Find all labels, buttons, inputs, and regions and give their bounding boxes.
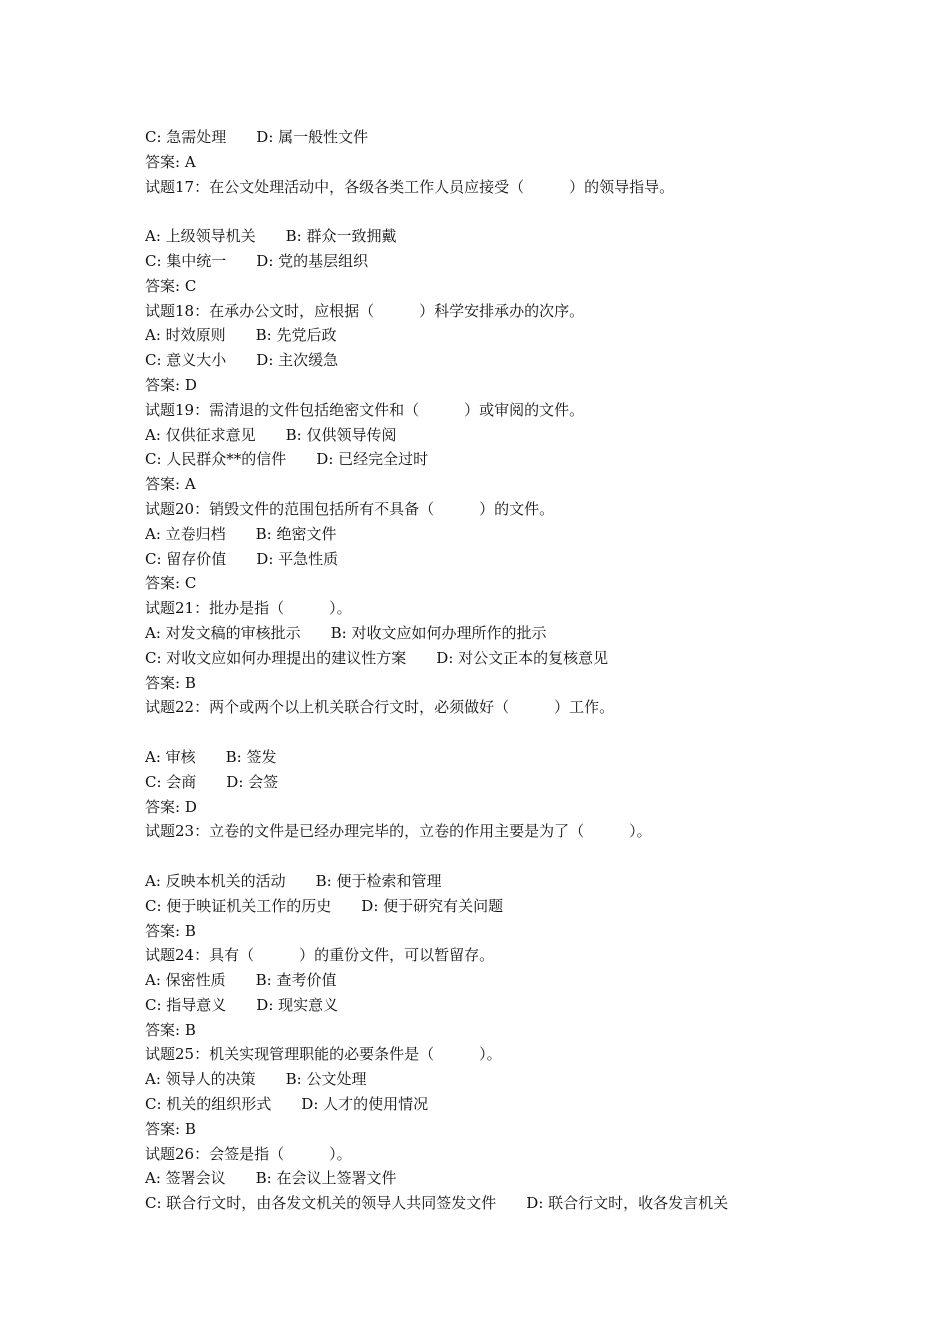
options-line: A: 领导人的决策 B: 公文处理 bbox=[145, 1070, 367, 1089]
options-line: A: 审核 B: 签发 bbox=[145, 747, 277, 766]
answer-line: 答案: A bbox=[145, 152, 196, 171]
options-line: C: 指导意义 D: 现实意义 bbox=[145, 995, 339, 1014]
options-line: C: 联合行文时，由各发文机关的领导人共同签发文件 D: 联合行文时，收各发言机关 bbox=[145, 1194, 729, 1213]
answer-line: 答案: A bbox=[145, 475, 196, 494]
options-line: C: 机关的组织形式 D: 人才的使用情况 bbox=[145, 1095, 429, 1114]
options-line: C: 集中统一 D: 党的基层组织 bbox=[145, 251, 369, 270]
answer-line: 答案: B bbox=[145, 1020, 196, 1039]
answer-line: 答案: B bbox=[145, 1119, 196, 1138]
answer-line: 答案: C bbox=[145, 276, 197, 295]
question-line: 试题23：立卷的文件是已经办理完毕的，立卷的作用主要是为了（ ）。 bbox=[145, 822, 652, 841]
options-line: A: 上级领导机关 B: 群众一致拥戴 bbox=[145, 227, 397, 246]
question-line: 试题24：具有（ ）的重份文件，可以暂留存。 bbox=[145, 946, 495, 965]
question-line: 试题25：机关实现管理职能的必要条件是（ ）。 bbox=[145, 1045, 502, 1064]
options-line: A: 对发文稿的审核批示 B: 对收文应如何办理所作的批示 bbox=[145, 623, 547, 642]
options-line: C: 便于映证机关工作的历史 D: 便于研究有关问题 bbox=[145, 896, 504, 915]
blank-line bbox=[145, 720, 915, 745]
options-line: C: 意义大小 D: 主次缓急 bbox=[145, 351, 339, 370]
options-line: C: 人民群众**的信件 D: 已经完全过时 bbox=[145, 450, 429, 469]
options-line: C: 留存价值 D: 平急性质 bbox=[145, 549, 339, 568]
answer-line: 答案: B bbox=[145, 921, 196, 940]
document-body bbox=[145, 125, 915, 1216]
answer-line: 答案: C bbox=[145, 574, 197, 593]
options-line: C: 对收文应如何办理提出的建议性方案 D: 对公文正本的复核意见 bbox=[145, 648, 609, 667]
options-line: A: 保密性质 B: 查考价值 bbox=[145, 971, 337, 990]
question-line: 试题22：两个或两个以上机关联合行文时，必须做好（ ）工作。 bbox=[145, 698, 615, 717]
answer-line: 答案: B bbox=[145, 673, 196, 692]
blank-line bbox=[145, 844, 915, 869]
question-line: 试题21：批办是指（ ）。 bbox=[145, 599, 352, 618]
question-line: 试题19：需清退的文件包括绝密文件和（ ）或审阅的文件。 bbox=[145, 400, 585, 419]
question-line: 试题18：在承办公文时，应根据（ ）科学安排承办的次序。 bbox=[145, 301, 585, 320]
text-line: C: 急需处理 D: 属一般性文件 bbox=[145, 128, 369, 146]
options-line: A: 立卷归档 B: 绝密文件 bbox=[145, 524, 337, 543]
options-line: C: 会商 D: 会签 bbox=[145, 772, 279, 791]
question-line: 试题20：销毁文件的范围包括所有不具备（ ）的文件。 bbox=[145, 499, 555, 518]
options-line: A: 反映本机关的活动 B: 便于检索和管理 bbox=[145, 871, 442, 890]
answer-line: 答案: D bbox=[145, 797, 197, 816]
question-line: 试题26：会签是指（ ）。 bbox=[145, 1144, 352, 1163]
blank-line bbox=[145, 199, 915, 224]
options-line: A: 签署会议 B: 在会议上签署文件 bbox=[145, 1169, 397, 1188]
options-line: A: 时效原则 B: 先党后政 bbox=[145, 326, 337, 345]
question-line: 试题17：在公文处理活动中，各级各类工作人员应接受（ ）的领导指导。 bbox=[145, 177, 675, 196]
options-line: A: 仅供征求意见 B: 仅供领导传阅 bbox=[145, 425, 397, 444]
answer-line: 答案: D bbox=[145, 375, 197, 394]
